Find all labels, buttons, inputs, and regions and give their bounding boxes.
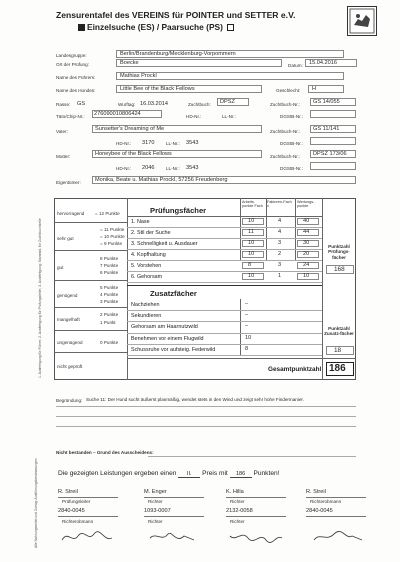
- ort-value: Boecke: [120, 60, 139, 66]
- signer-number: 1093-0007: [144, 508, 171, 514]
- signer-role-2: Richterobmann: [62, 519, 94, 524]
- hund-value: Little Bee of the Black Fellows: [120, 86, 195, 92]
- scale-mangelhaft-pts-1: 2 Punkte: [100, 312, 119, 317]
- row-divider: [127, 249, 322, 250]
- pruefung-row-name: 3. Schnelligkeit u. Ausdauer: [131, 241, 198, 247]
- row-divider: [127, 310, 322, 311]
- row-divider: [127, 355, 322, 356]
- signer-number: 2840-0045: [58, 508, 85, 514]
- wert-value: 40: [303, 218, 310, 224]
- arbeit-field[interactable]: [242, 262, 264, 269]
- vater-dgstb-field[interactable]: [310, 137, 356, 145]
- number-line: [226, 516, 286, 517]
- side-note: 1. Ausfertigung für Führer, 2. Ausfertigung für Prüfungsleiter, 3. Ausfertigung: Stammbl. für Zuchtbuchstelle: [38, 218, 42, 378]
- pruefung-row-name: 1. Nase: [131, 219, 150, 225]
- mutter-hd-value: 2046: [142, 165, 155, 171]
- paarsuche-checkbox[interactable]: [227, 24, 234, 31]
- signer-name: M. Enger: [144, 489, 167, 495]
- wurftag-value: 16.03.2014: [140, 101, 168, 107]
- result-text-pre: Die gezeigten Leistungen ergeben einen: [58, 470, 177, 477]
- number-line: [306, 516, 366, 517]
- hund-label: Name des Hundes:: [56, 88, 96, 93]
- vater-hd-label: HD-Nr.:: [116, 141, 132, 146]
- zusatz-punktzahl-value: 18: [334, 347, 342, 354]
- wert-value: 44: [303, 229, 310, 235]
- row-divider: [127, 282, 322, 283]
- search-type-row: [78, 22, 236, 32]
- vater-zb-label: Zuchtbuch-Nr.:: [270, 129, 301, 134]
- signer-number: 2132-0058: [226, 508, 253, 514]
- signature-line: [226, 497, 286, 498]
- wurftag-label: Wurftag:: [118, 102, 136, 107]
- signature-line: [58, 497, 118, 498]
- zusatz-row-name: Nachziehen: [131, 302, 160, 308]
- signer-role-2: Richter: [230, 519, 245, 524]
- footer-note: Alle Nahrungsmittel und Zutrag: Ausführungsbestimmungen: [34, 458, 38, 548]
- vater-hd-value: 3170: [142, 140, 155, 146]
- vater-ll-value: 3543: [186, 140, 199, 146]
- col-arbeit-header: Arbeits-punkte Fach: [242, 200, 263, 209]
- landesgruppe-value: Berlin/Brandenburg/Mecklenburg-Vorpommern: [120, 51, 236, 57]
- einzelsuche-label: Einzelsuche (ES): [87, 22, 155, 32]
- datum-label: Datum:: [288, 63, 303, 68]
- scale-ungenuegend: ungenügend: [57, 340, 83, 345]
- arbeit-value: 10: [248, 218, 255, 224]
- scale-mangelhaft: mangelhaft: [57, 317, 80, 322]
- scale-genuegend-pts-1: 5 Punkte: [100, 285, 119, 290]
- scale-nicht-geprueft: nicht geprüft: [57, 364, 83, 369]
- wert-value: 24: [303, 262, 310, 268]
- club-logo-icon: [347, 6, 377, 36]
- arbeit-value: 11: [248, 229, 254, 235]
- begruendung-text: Suche 11: Der Hund sucht äußerst planmäßig, wendet stets in den Wind und zeigt sehr hohe Findermanier.: [86, 397, 304, 402]
- wert-value: 10: [303, 273, 310, 279]
- faktor-value: 4: [278, 229, 282, 235]
- mutter-dgstb-field[interactable]: [310, 162, 356, 170]
- taetow-value: 276090010806424: [94, 111, 141, 117]
- scale-mangelhaft-pts-2: 1 Punkt: [100, 320, 116, 325]
- result-punkte-value: 186: [230, 471, 252, 478]
- row-divider: [127, 333, 322, 334]
- wert-value: 20: [303, 251, 310, 257]
- faktor-value: 1: [278, 273, 282, 279]
- mutter-value: Honeybee of the Black Fellows: [95, 151, 172, 157]
- faktor-value: 3: [278, 262, 282, 268]
- signer-role: Richter: [230, 499, 245, 504]
- zusatz-title: Zusatzfächer: [150, 289, 197, 298]
- number-line: [58, 516, 118, 517]
- pruefung-punktzahl-value: 168: [334, 266, 345, 273]
- result-preis-value: II.: [178, 471, 200, 478]
- signer-name: R. Streil: [58, 489, 78, 495]
- ort-label: Ort der Prüfung:: [56, 62, 89, 67]
- mutter-label: Mutter:: [56, 154, 71, 159]
- handwritten-signature-icon: [144, 528, 204, 546]
- datum-value: 15.04.2016: [309, 60, 337, 66]
- taetow-label: Täto/Chip-Nr.:: [56, 114, 85, 119]
- scale-genuegend-pts-3: 3 Punkte: [100, 299, 119, 304]
- pruefung-row-name: 5. Vorstehen: [131, 263, 162, 269]
- begruendung-label: Begründung:: [56, 398, 83, 403]
- fuehrer-value: Mathias Prockl: [120, 73, 157, 79]
- signer-role: Prüfungsleiter: [62, 499, 91, 504]
- nicht-bestanden-label: Nicht bestanden – Grund des Ausscheidens:: [56, 450, 154, 455]
- gesamt-value: 186: [329, 363, 346, 374]
- scale-sehr-gut-pts-2: = 10 Punkte: [100, 234, 125, 239]
- row-divider: [127, 321, 322, 322]
- signer-role: Richter: [148, 499, 163, 504]
- arbeit-value: 8: [248, 262, 252, 268]
- wert-value: 30: [303, 240, 310, 246]
- fuehrer-label: Name des Führers:: [56, 75, 96, 80]
- zusatz-row-value[interactable]: 10: [245, 335, 252, 341]
- scale-vorzueglich: hervorragend: [57, 211, 85, 216]
- zusatz-row-name: Benehmen vor einem Flugwild: [131, 336, 204, 342]
- scale-ungenuegend-pts: 0 Punkte: [100, 340, 119, 345]
- vater-label: Vater:: [56, 129, 68, 134]
- signer-role: Richterobmann: [310, 499, 342, 504]
- vater-ll-label: LL-Nr.:: [166, 141, 180, 146]
- pruefung-row-name: 4. Kopfhaltung: [131, 252, 166, 258]
- ll-label: LL-Nr.:: [222, 114, 236, 119]
- rasse-label: Rasse:: [56, 102, 71, 107]
- faktor-value: 4: [278, 218, 282, 224]
- zusatz-row-value[interactable]: 8: [245, 346, 249, 352]
- zusatz-row-value[interactable]: –: [245, 301, 249, 307]
- signer-name: R. Streil: [306, 489, 326, 495]
- mutter-zb-value: DPSZ 173/06: [313, 151, 347, 157]
- gesamt-label: Gesamtpunktzahl: [268, 366, 322, 373]
- scale-gut: gut: [57, 265, 64, 270]
- result-text-post: Punkten!: [253, 470, 280, 477]
- scale-sehr-gut: sehr gut: [57, 236, 74, 241]
- row-divider: [127, 271, 322, 272]
- mutter-dgstb-label: DGStB-Nr.:: [280, 166, 303, 171]
- pruefung-punktzahl-label: Punktzahl Prüfungs-fächer: [328, 244, 350, 260]
- einzelsuche-checkbox[interactable]: [78, 24, 85, 31]
- row-divider: [127, 260, 322, 261]
- eigentuemer-label: Eigentümer:: [56, 180, 81, 185]
- zusatz-punktzahl-label: Punktzahl Zusatz-fächer: [324, 326, 354, 337]
- handwritten-signature-icon: [58, 528, 118, 546]
- dgstb-field[interactable]: [310, 110, 356, 118]
- scale-gut-pts-2: 7 Punkte: [100, 263, 119, 268]
- zusatz-row-value[interactable]: –: [245, 323, 249, 329]
- scale-sehr-gut-pts-1: = 11 Punkte: [100, 227, 125, 232]
- vater-value: Sunsetter's Dreaming of Me: [95, 126, 165, 132]
- pruefung-row-name: 2. Stil der Suche: [131, 230, 171, 236]
- geschlecht-value: H: [312, 86, 317, 92]
- vater-dgstb-label: DGStB-Nr.:: [280, 141, 303, 146]
- number-line: [144, 516, 204, 517]
- signature-line: [144, 497, 204, 498]
- result-statement: [58, 470, 279, 478]
- faktor-value: 2: [278, 251, 282, 257]
- form-title: Zensurentafel des VEREINS für POINTER und SETTER e.V.: [56, 10, 296, 20]
- scale-gut-pts-3: 6 Punkte: [100, 270, 119, 275]
- mutter-zb-label: Zuchtbuch-Nr.:: [270, 154, 301, 159]
- faktor-value: 3: [278, 240, 282, 246]
- dgstb-label: DGStB-Nr.:: [280, 114, 303, 119]
- arbeit-value: 10: [248, 251, 255, 257]
- hd-label: HD-Nr.:: [186, 114, 202, 119]
- scale-gut-pts-1: 8 Punkte: [100, 256, 119, 261]
- zusatz-row-name: Schussruhe vor aufsteig. Federwild: [131, 347, 216, 353]
- zuchtbuch-value: DPSZ: [220, 99, 235, 105]
- row-divider: [127, 344, 322, 345]
- signer-role-2: Richter: [148, 519, 163, 524]
- mutter-ll-value: 3543: [186, 165, 199, 171]
- signer-name: K. Hilla: [226, 489, 244, 495]
- handwritten-signature-icon: [306, 528, 366, 546]
- scale-vorzueglich-pts: = 12 Punkte: [95, 211, 120, 216]
- signature-line: [306, 497, 366, 498]
- geschlecht-label: Geschlecht:: [276, 88, 301, 93]
- scale-genuegend-pts-2: 4 Punkte: [100, 292, 119, 297]
- eigentuemer-value: Monika, Beate u. Mathias Prockl, 57256 Freudenberg: [95, 177, 228, 183]
- arbeit-value: 10: [248, 273, 255, 279]
- scale-sehr-gut-pts-3: = 9 Punkte: [100, 241, 123, 246]
- handwritten-signature-icon: [226, 528, 286, 546]
- signer-number: 2840-0045: [306, 508, 333, 514]
- zusatz-row-name: Gehorsam am Haarnutzwild: [131, 324, 198, 330]
- col-wert-header: Wertungs-punkte: [297, 200, 315, 209]
- mutter-hd-label: HD-Nr.:: [116, 166, 132, 171]
- row-divider: [127, 238, 322, 239]
- arbeit-value: 10: [248, 240, 255, 246]
- zusatz-row-name: Sekundieren: [131, 313, 162, 319]
- col-faktor-header: Faktoren-Fach x: [267, 200, 292, 209]
- zusatz-row-value[interactable]: –: [245, 312, 249, 318]
- scale-genuegend: genügend: [57, 293, 78, 298]
- landesgruppe-label: Landesgruppe:: [56, 53, 87, 58]
- row-divider: [127, 227, 322, 228]
- zuchtbuch-nr-value: GS 14/055: [313, 99, 340, 105]
- pruefung-title: Prüfungsfächer: [150, 206, 207, 215]
- mutter-ll-label: LL-Nr.:: [166, 166, 180, 171]
- pruefung-row-name: 6. Gehorsam: [131, 274, 163, 280]
- zuchtbuch-nr-label: Zuchtbuch-Nr.:: [270, 102, 301, 107]
- vater-zb-value: GS 11/141: [313, 126, 340, 132]
- rasse-value: GS: [77, 101, 86, 107]
- zuchtbuch-label: Zuchtbuch:: [188, 102, 211, 107]
- paarsuche-label: / Paarsuche (PS): [156, 22, 223, 32]
- ort-field[interactable]: [116, 59, 282, 67]
- result-text-mid: Preis mit: [202, 470, 228, 477]
